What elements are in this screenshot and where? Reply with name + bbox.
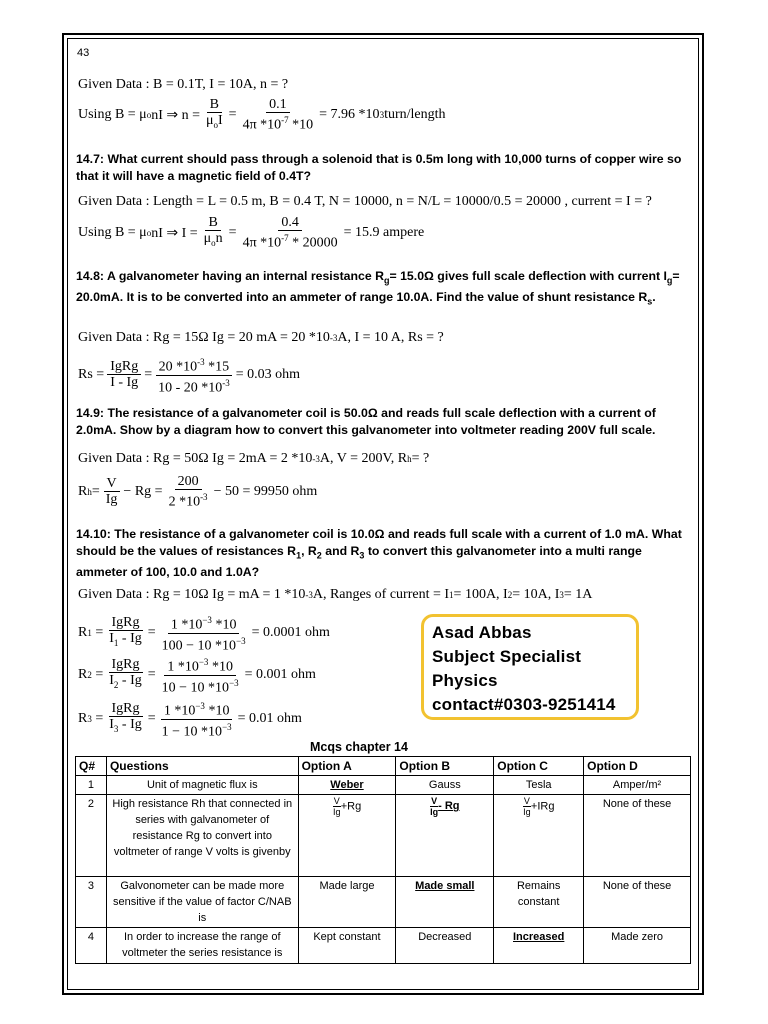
- column-header: Option D: [584, 757, 691, 776]
- question-number: 3: [76, 877, 107, 928]
- question-number: 2: [76, 795, 107, 877]
- mcq-table: [75, 756, 691, 964]
- fraction: $\frac{\text{IgRg}}{I - Ig}$: [107, 360, 141, 390]
- question-14-9: 14.9: The resistance of a galvanometer coil is 50.0Ω and reads full scale deflection with a current of 2.0mA. Show by a diagram how to convert this galvanometer into voltmeter reading 200V full scale.: [76, 406, 656, 437]
- formula-line-4: R h = $\frac{V}{Ig}$ − Rg = $\frac{200}{2 *10^{-3}}$ − 50 = 99950 ohm: [78, 474, 318, 510]
- fraction: $\frac{1 *10^{-3} *10}{10 - 10 *10^{-3}}$: [161, 657, 239, 696]
- fraction: $\frac{200}{2 *10^{-3}}$: [168, 474, 208, 510]
- author-contact: contact#0303-9251414: [432, 695, 616, 714]
- fraction: $\frac{V}{Ig}$: [103, 477, 121, 507]
- fraction: $\frac{\text{IgRg}}{I_1 - Ig}$: [109, 614, 142, 648]
- author-title: Subject Specialist: [432, 647, 582, 666]
- fraction: $\frac{0.4}{4\pi *10^{-7} * 20000}$: [242, 215, 338, 251]
- author-card: [421, 614, 639, 720]
- fraction: $\frac{B}{\mu_oI}$: [205, 97, 223, 130]
- table-header-row: [76, 757, 691, 776]
- option-c: Tesla: [494, 776, 584, 795]
- option-c-cell: [494, 928, 584, 964]
- option-d: None of these: [584, 795, 691, 877]
- column-header: Option B: [396, 757, 494, 776]
- given-data-line-5: Given Data : Rg = 10Ω Ig = mA = 1 *10 -3 A, Ranges of current = I 1 = 100A, I 2 = 10A, I 3 = 1A: [78, 587, 593, 602]
- given-data-line-3: Given Data : Rg = 15Ω Ig = 20 mA = 20 *10 -3 A, I = 10 A, Rs = ?: [78, 330, 444, 345]
- option-c: Remains constant: [494, 877, 584, 928]
- page-number: 43: [77, 47, 90, 59]
- question-14-10: 14.10: The resistance of a galvanometer coil is 10.0Ω and reads full scale with a current of 1.0 mA. What should be the values of resistances $R_1$, $R_2$ and $R_3$ to convert this galvanometer into a multi range ammeter of 100, 10.0 and 1.0A?: [76, 527, 682, 580]
- column-header: Option A: [298, 757, 396, 776]
- correct-answer: $\frac{V}{Ig}$ - Rg: [430, 796, 460, 817]
- question-number: 1: [76, 776, 107, 795]
- option-b: Decreased: [396, 928, 494, 964]
- fraction: $\frac{1 *10^{-3} *10}{100 - 10 *10^{-3}}$: [161, 615, 246, 654]
- fraction: $\frac{B}{\mu_on}$: [203, 215, 223, 248]
- table-row: [76, 795, 691, 877]
- option-b-cell: [396, 795, 494, 877]
- formula-line-3: Rs = $\frac{\text{IgRg}}{I - Ig}$ = $\frac{20 *10^{-3} *15}{10 - 20 *10^{-3}}$ = 0.03 ohm: [78, 357, 301, 396]
- mcq-title: Mcqs chapter 14: [310, 740, 408, 754]
- option-d: Made zero: [584, 928, 691, 964]
- author-subject: Physics: [432, 671, 498, 690]
- option-a: Made large: [298, 877, 396, 928]
- column-header: Q#: [76, 757, 107, 776]
- given-data-line-1: Given Data : B = 0.1T, I = 10A, n = ?: [78, 77, 289, 92]
- fraction: $\frac{0.1}{4\pi *10^{-7} *10}$: [242, 97, 314, 133]
- option-a: $\frac{V}{Ig}$ +Rg: [298, 795, 396, 877]
- table-row: [76, 877, 691, 928]
- question-14-7: 14.7: What current should pass through a solenoid that is 0.5m long with 10,000 turns of copper wire so that it will have a magnetic field of 0.4T?: [76, 152, 682, 183]
- column-header: Questions: [106, 757, 298, 776]
- fraction: $\frac{\text{IgRg}}{I_3 - Ig}$: [109, 700, 142, 734]
- table-row: [76, 776, 691, 795]
- table-row: [76, 928, 691, 964]
- author-name: Asad Abbas: [432, 623, 532, 642]
- question-14-8: 14.8: A galvanometer having an internal resistance $R_g= 15.0\Omega$ gives full scale deflection with current $I_g= 20.0mA$. It is to be converted into an ammeter of range 10.0A. Find the value of shunt resistance $R_s$.: [76, 269, 680, 307]
- question-text: High resistance Rh that connected in series with galvanometer of resistance Rg to convert into voltmeter of range V volts is givenby: [106, 795, 298, 877]
- correct-answer: Made small: [415, 880, 475, 892]
- formula-r1: R 1 = $\frac{\text{IgRg}}{I_1 - Ig}$ = $\frac{1 *10^{-3} *10}{100 - 10 *10^{-3}}$ = 0.0001 ohm: [78, 614, 330, 654]
- correct-answer: Increased: [513, 931, 565, 943]
- formula-line-1: Using B = μ o nI ⇒ n = $\frac{B}{\mu_oI}$ = $\frac{0.1}{4\pi *10^{-7} *10}$ = 7.96 *10 3 turn/length: [78, 97, 446, 133]
- given-data-line-4: Given Data : Rg = 50Ω Ig = 2mA = 2 *10 -3 A, V = 200V, R h = ?: [78, 451, 430, 466]
- question-text: Galvonometer can be made more sensitive if the value of factor C/NAB is: [106, 877, 298, 928]
- question-text: In order to increase the range of voltmeter the series resistance is: [106, 928, 298, 964]
- option-a: Kept constant: [298, 928, 396, 964]
- formula-r2: R 2 = $\frac{\text{IgRg}}{I_2 - Ig}$ = $\frac{1 *10^{-3} *10}{10 - 10 *10^{-3}}$ = 0.001 ohm: [78, 656, 316, 696]
- fraction: $\frac{\text{IgRg}}{I_2 - Ig}$: [109, 656, 142, 690]
- column-header: Option C: [494, 757, 584, 776]
- option-d: Amper/m²: [584, 776, 691, 795]
- question-number: 4: [76, 928, 107, 964]
- option-a-cell: [298, 776, 396, 795]
- given-data-line-2: Given Data : Length = L = 0.5 m, B = 0.4 T, N = 10000, n = N/L = 10000/0.5 = 20000 , current = I = ?: [78, 194, 652, 209]
- formula-line-2: Using B = μ o nI ⇒ I = $\frac{B}{\mu_on}$ = $\frac{0.4}{4\pi *10^{-7} * 20000}$ = 15.9 ampere: [78, 215, 425, 251]
- option-b-cell: [396, 877, 494, 928]
- fraction: $\frac{20 *10^{-3} *15}{10 - 20 *10^{-3}}$: [155, 355, 233, 395]
- correct-answer: Weber: [330, 779, 364, 791]
- option-b: Gauss: [396, 776, 494, 795]
- formula-r3: R 3 = $\frac{\text{IgRg}}{I_3 - Ig}$ = $\frac{1 *10^{-3} *10}{1 - 10 *10^{-3}}$ = 0.01 ohm: [78, 700, 302, 740]
- option-c: $\frac{V}{Ig}$ +IRg: [494, 795, 584, 877]
- fraction: $\frac{1 *10^{-3} *10}{1 - 10 *10^{-3}}$: [161, 701, 232, 740]
- option-d: None of these: [584, 877, 691, 928]
- question-text: Unit of magnetic flux is: [106, 776, 298, 795]
